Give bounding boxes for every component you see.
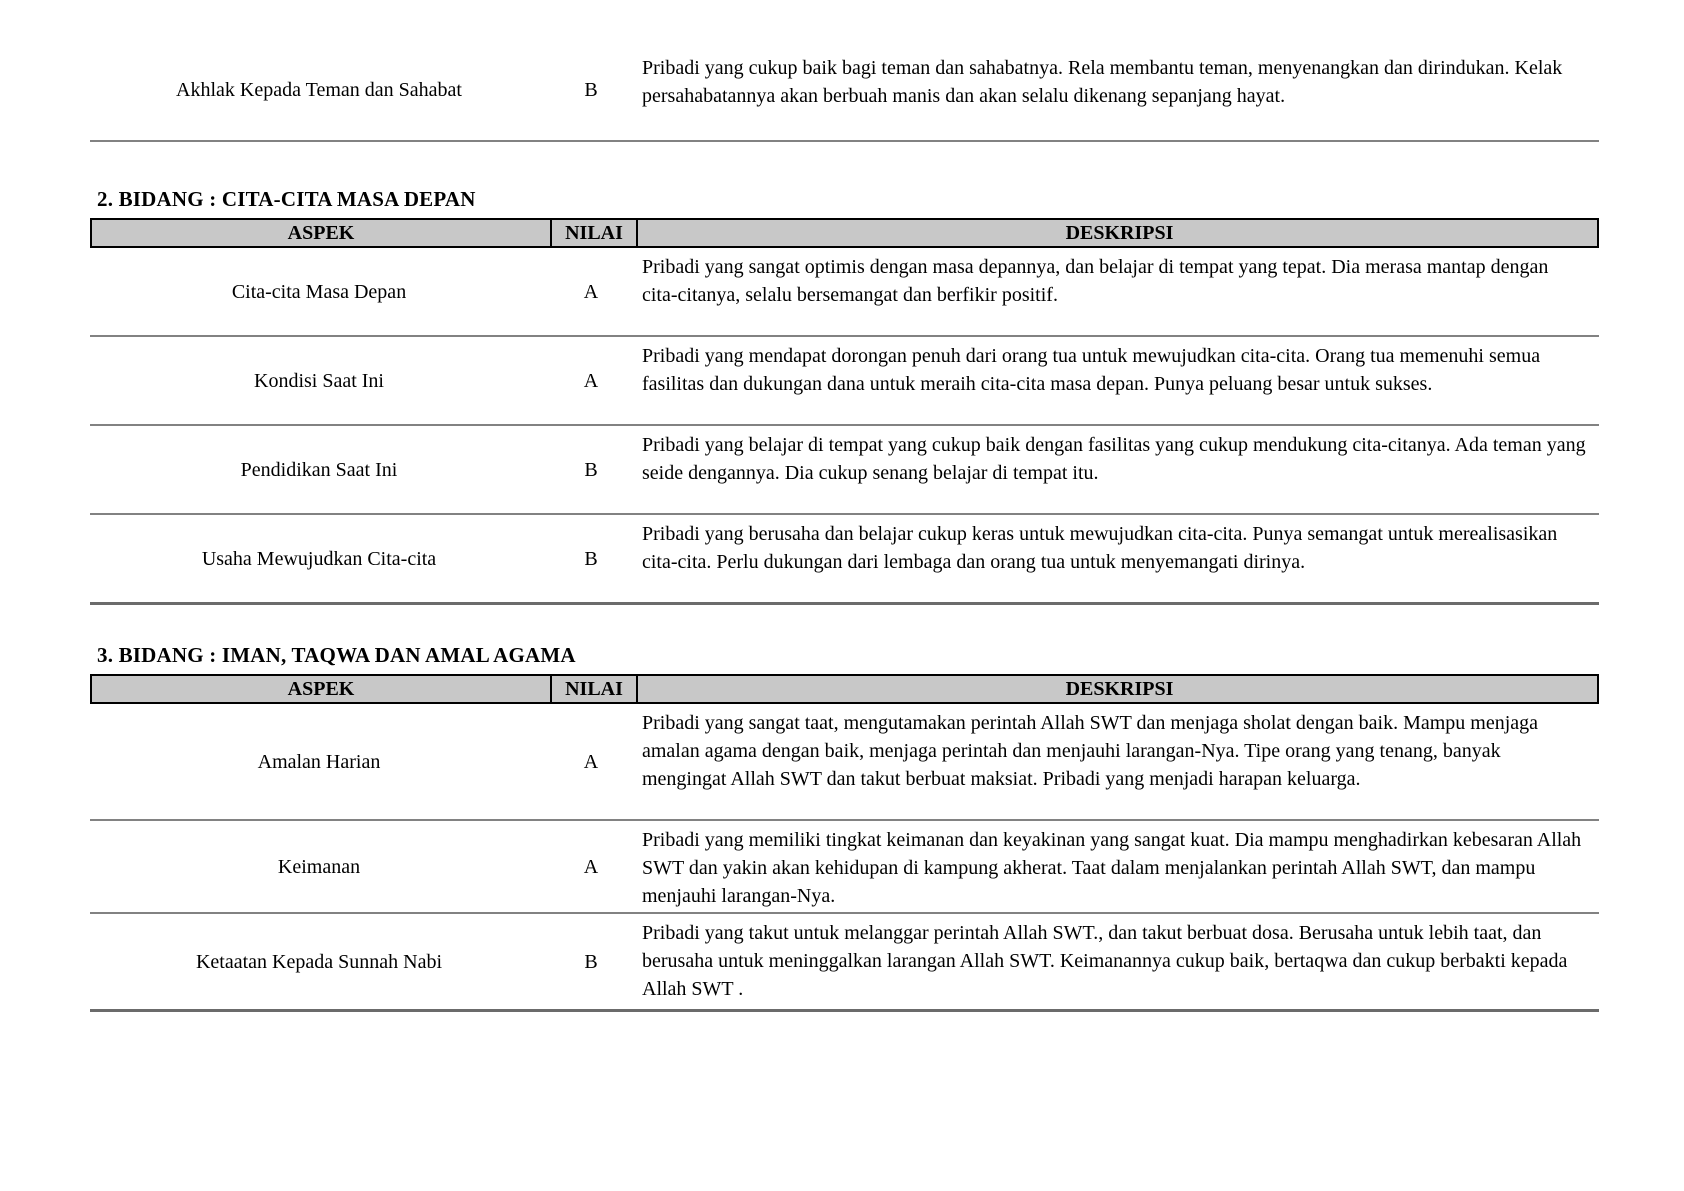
- table-row: [90, 914, 1599, 1012]
- nilai-cell: A: [583, 855, 599, 878]
- deskripsi-cell: Pribadi yang cukup baik bagi teman dan sahabatnya. Rela membantu teman, menyenangkan dan dirindukan. Kelak persahabatannya akan berbuah manis dan akan selalu dikenang sepanjang hayat.: [642, 57, 1563, 107]
- nilai-cell: A: [583, 750, 599, 773]
- section-3-title: 3. BIDANG : IMAN, TAQWA DAN AMAL AGAMA: [97, 643, 576, 667]
- table-body: [90, 704, 1599, 1012]
- section-2-title: 2. BIDANG : CITA-CITA MASA DEPAN: [97, 187, 476, 211]
- table-header-nilai: NILAI: [550, 220, 636, 246]
- deskripsi-cell: Pribadi yang takut untuk melanggar perintah Allah SWT., dan takut berbuat dosa. Berusaha untuk lebih taat, dan berusaha untuk meninggalkan larangan Allah SWT. Keimanannya cukup baik, bertaqwa dan cukup berbakti kepada Allah SWT .: [642, 922, 1568, 1000]
- table-header-aspek: ASPEK: [287, 678, 355, 700]
- aspek-cell: Ketaatan Kepada Sunnah Nabi: [195, 950, 442, 973]
- table-row: [90, 704, 1599, 821]
- deskripsi-cell: Pribadi yang sangat taat, mengutamakan perintah Allah SWT dan menjaga sholat dengan baik. Mampu menjaga amalan agama dengan baik, menjaga perintah dan menjauhi larangan-Nya. Tipe orang yang tenang, banyak mengingat Allah SWT dan takut berbuat maksiat. Pribadi yang menjadi harapan keluarga.: [642, 712, 1539, 790]
- nilai-cell: B: [584, 950, 598, 973]
- nilai-cell: B: [584, 547, 598, 570]
- table-section-3: [90, 674, 1599, 1012]
- aspek-cell: Cita-cita Masa Depan: [231, 280, 407, 303]
- aspek-cell: Usaha Mewujudkan Cita-cita: [201, 547, 437, 570]
- table-header-row: [90, 218, 1599, 248]
- nilai-cell: A: [583, 369, 599, 392]
- table-header-nilai: NILAI: [550, 676, 636, 702]
- deskripsi-cell: Pribadi yang berusaha dan belajar cukup keras untuk mewujudkan cita-cita. Punya semangat untuk merealisasikan cita-cita. Perlu dukungan dari lembaga dan orang tua untuk menyemangati dirinya.: [642, 523, 1558, 573]
- table-section-1-tail: [90, 0, 1599, 142]
- table-row: [90, 426, 1599, 515]
- aspek-cell: Keimanan: [277, 855, 361, 878]
- table-row: [90, 821, 1599, 914]
- deskripsi-cell: Pribadi yang sangat optimis dengan masa depannya, dan belajar di tempat yang tepat. Dia merasa mantap dengan cita-citanya, selalu bersemangat dan berfikir positif.: [642, 256, 1549, 306]
- nilai-cell: A: [583, 280, 599, 303]
- table-row: [90, 0, 1599, 142]
- aspek-cell: Kondisi Saat Ini: [254, 369, 384, 392]
- table-header-aspek: ASPEK: [287, 222, 355, 244]
- table-header-deskripsi: DESKRIPSI: [636, 220, 1601, 246]
- table-header-row: [90, 674, 1599, 704]
- deskripsi-cell: Pribadi yang belajar di tempat yang cukup baik dengan fasilitas yang cukup mendukung cita-citanya. Ada teman yang seide dengannya. Dia cukup senang belajar di tempat itu.: [642, 434, 1586, 484]
- deskripsi-cell: Pribadi yang memiliki tingkat keimanan dan keyakinan yang sangat kuat. Dia mampu menghadirkan kebesaran Allah SWT dan yakin akan kehidupan di kampung akherat. Taat dalam menjalankan perintah Allah SWT, dan mampu menjauhi larangan-Nya.: [642, 829, 1582, 907]
- aspek-cell: Pendidikan Saat Ini: [240, 458, 398, 481]
- table-header-deskripsi: DESKRIPSI: [636, 676, 1601, 702]
- aspek-cell: Amalan Harian: [257, 750, 381, 773]
- nilai-cell: B: [584, 79, 598, 101]
- table-section-2: [90, 218, 1599, 605]
- table-row: [90, 248, 1599, 337]
- table-row: [90, 515, 1599, 605]
- deskripsi-cell: Pribadi yang mendapat dorongan penuh dari orang tua untuk mewujudkan cita-cita. Orang tua memenuhi semua fasilitas dan dukungan dana untuk meraih cita-cita masa depan. Punya peluang besar untuk sukses.: [642, 345, 1541, 395]
- aspek-cell: Akhlak Kepada Teman dan Sahabat: [176, 79, 462, 101]
- table-row: [90, 337, 1599, 426]
- nilai-cell: B: [584, 458, 598, 481]
- table-body: [90, 248, 1599, 605]
